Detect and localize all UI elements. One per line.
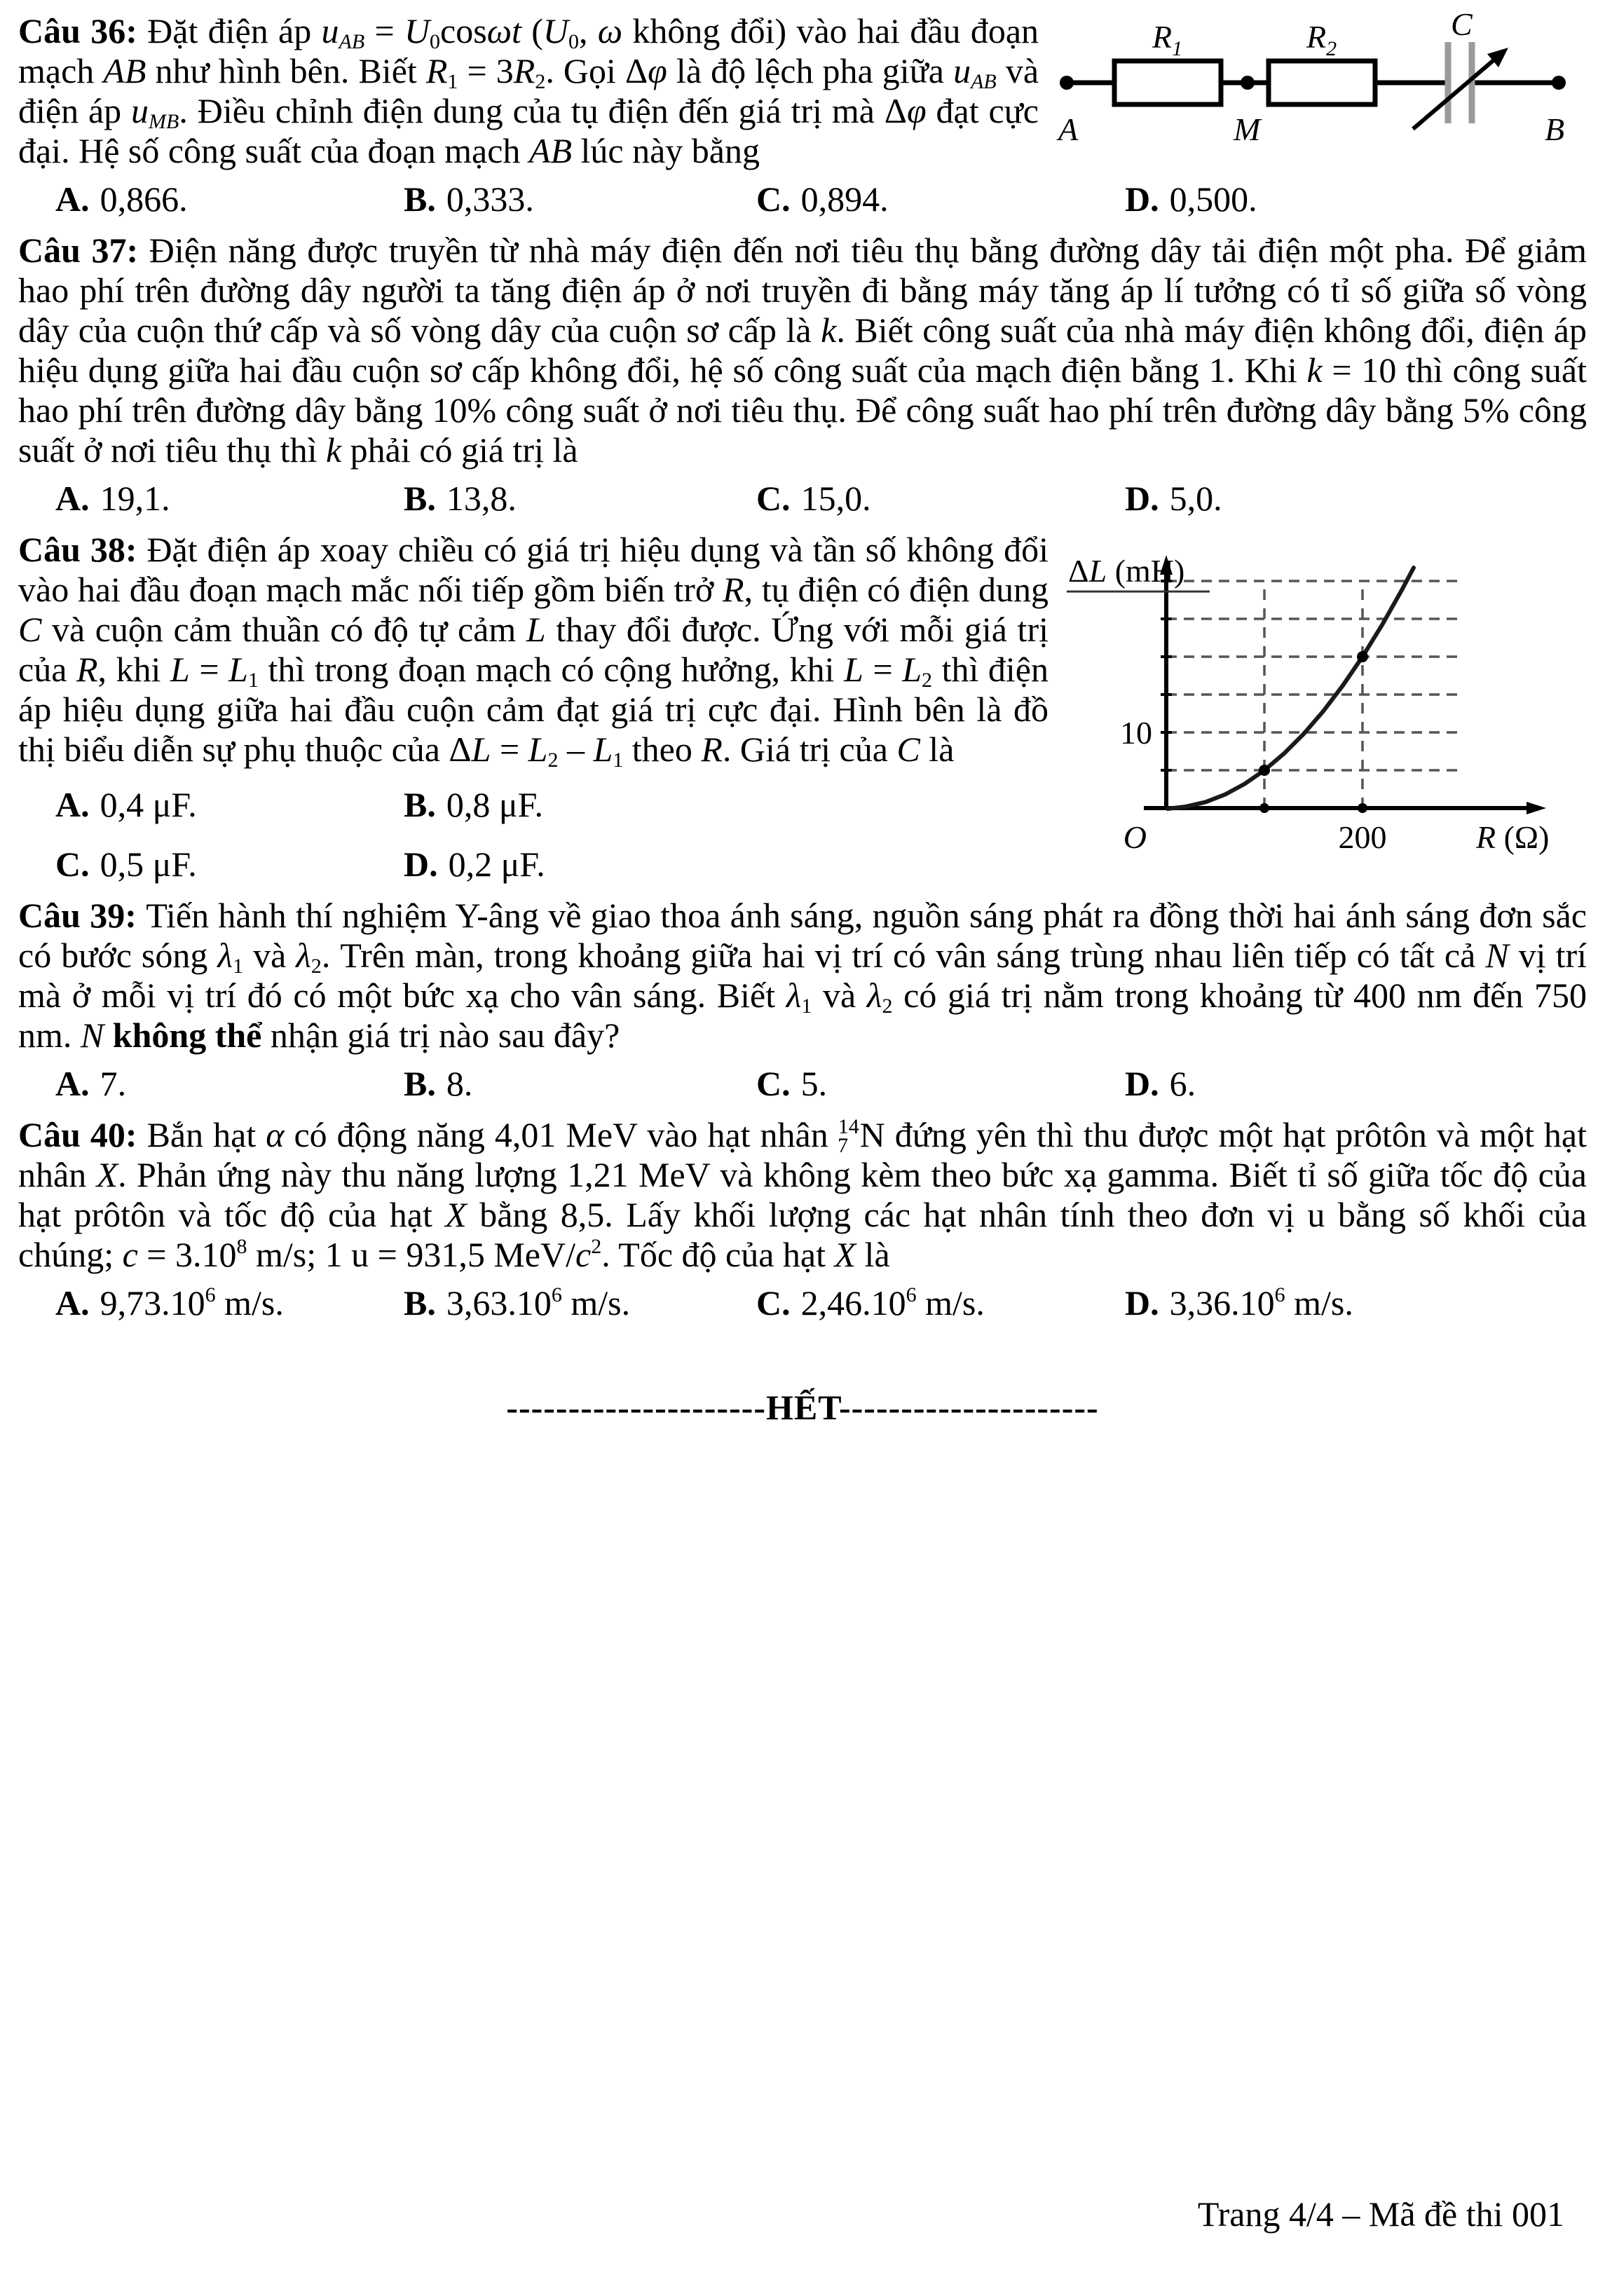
point-200-20 — [1357, 651, 1368, 662]
option-a: A. 0,4 μF. — [55, 785, 197, 824]
terminal-b-dot — [1552, 76, 1566, 90]
option-c: C. 5. — [756, 1064, 828, 1103]
option-c: C. 0,5 μF. — [55, 845, 197, 884]
x-axis-arrow — [1527, 802, 1546, 814]
option-b: B. 8. — [404, 1064, 473, 1103]
data-curve — [1168, 568, 1414, 809]
label-a: A — [1058, 111, 1079, 147]
x-tick-100-dot — [1259, 803, 1269, 813]
question-36-text: Câu 36: Đặt điện áp uAB = U0cosωt (U0, ω không đổi) vào hai đầu đoạn mạch AB như hình bên. Biết R1 = 3R2. Gọi Δφ là độ lệch pha giữa uAB và điện áp uMB. Điều chỉnh điện dung của tụ điện đến giá trị mà Δφ đạt cực đại. Hệ số công suất của đoạn mạch AB lúc này bằng — [18, 11, 1039, 170]
option-b: B. 13,8. — [404, 479, 517, 518]
question-37 — [18, 231, 1587, 519]
point-100-5 — [1259, 765, 1270, 776]
x-tick-200-dot — [1358, 803, 1367, 813]
question-37-options — [18, 479, 1587, 519]
option-d: D. 5,0. — [1125, 479, 1222, 518]
resistor-r1-box — [1114, 61, 1221, 104]
option-a: A. 0,866. — [55, 179, 188, 219]
option-d: D. 0,500. — [1125, 179, 1257, 219]
delta-l-graph-figure — [1061, 531, 1587, 864]
variable-arrow — [1413, 60, 1494, 129]
question-39-options — [18, 1064, 1587, 1104]
option-d: D. 0,2 μF. — [404, 845, 545, 884]
question-39 — [18, 896, 1587, 1104]
label-r2: $R_2$ — [1306, 19, 1337, 60]
option-a: A. 7. — [55, 1064, 127, 1103]
option-a: A. 9,73.10$^6$ m/s. — [55, 1283, 284, 1323]
option-d: D. 6. — [1125, 1064, 1196, 1103]
node-m-dot — [1241, 76, 1255, 90]
question-37-text: Câu 37: Điện năng được truyền từ nhà máy điện đến nơi tiêu thụ bằng đường dây tải điện một pha. Để giảm hao phí trên đường dây người ta tăng điện áp ở nơi truyền đi bằng máy tăng áp lí tưởng có tỉ số giữa số vòng dây của cuộn thứ cấp và số vòng dây của cuộn sơ cấp là k. Biết công suất của nhà máy điện không đổi, điện áp hiệu dụng giữa hai đầu cuộn sơ cấp không đổi, hệ số công suất của mạch điện bằng 1. Khi k = 10 thì công suất hao phí trên đường dây bằng 10% công suất ở nơi tiêu thụ. Để công suất hao phí trên đường dây bằng 5% công suất ở nơi tiêu thụ thì k phải có giá trị là — [18, 231, 1587, 470]
question-40 — [18, 1115, 1587, 1323]
question-36-options — [18, 179, 1587, 219]
label-r1: $R_1$ — [1152, 19, 1183, 60]
question-38-text: Câu 38: Đặt điện áp xoay chiều có giá trị hiệu dụng và tần số không đổi vào hai đầu đoạn mạch mắc nối tiếp gồm biến trở R, tụ điện có điện dung C và cuộn cảm thuần có độ tự cảm L thay đổi được. Ứng với mỗi giá trị của R, khi L = L1 thì trong đoạn mạch có cộng hưởng, khi L = L2 thì điện áp hiệu dụng giữa hai đầu cuộn cảm đạt giá trị cực đại. Hình bên là đồ thị biểu diễn sự phụ thuộc của ΔL = L2 – L1 theo R. Giá trị của C là — [18, 530, 1049, 772]
option-d: D. 3,36.10$^6$ m/s. — [1125, 1283, 1353, 1323]
option-c: C. 0,894. — [756, 179, 889, 219]
circuit-diagram-svg — [1054, 13, 1587, 149]
option-c: C. 2,46.10$^6$ m/s. — [756, 1283, 985, 1323]
option-c: C. 15,0. — [756, 479, 871, 518]
y-tick-label-10: 10 — [1120, 715, 1152, 751]
question-40-text: Câu 40: Bắn hạt α có động năng 4,01 MeV vào hạt nhân $^{14}$7 N đứng yên thì thu được một hạt prôtôn và một hạt nhân X. Phản ứng này thu năng lượng 1,21 MeV và không kèm theo bức xạ gamma. Biết tỉ số giữa tốc độ của hạt prôtôn và tốc độ của hạt X bằng 8,5. Lấy khối lượng các hạt nhân tính theo đơn vị u bằng số khối của chúng; $c = 3.10^8$ m/s; 1 u = 931,5 MeV/$c^2$. Tốc độ của hạt X là — [18, 1115, 1587, 1274]
gridlines-horizontal — [1166, 581, 1461, 770]
option-b: B. 0,8 μF. — [404, 785, 543, 824]
question-39-text: Câu 39: Tiến hành thí nghiệm Y-âng về giao thoa ánh sáng, nguồn sáng phát ra đồng thời hai ánh sáng đơn sắc có bước sóng λ1 và λ2. Trên màn, trong khoảng giữa hai vị trí có vân sáng trùng nhau liên tiếp có tất cả N vị trí mà ở mỗi vị trí đó có một bức xạ cho vân sáng. Biết λ1 và λ2 có giá trị nằm trong khoảng từ 400 nm đến 750 nm. N không thể nhận giá trị nào sau đây? — [18, 896, 1587, 1055]
end-of-exam-marker: ---------------------HẾT--------------------- — [506, 1388, 1099, 1427]
x-axis-label: R (Ω) — [1476, 819, 1550, 855]
terminal-a-dot — [1060, 76, 1074, 90]
question-40-options — [18, 1283, 1587, 1323]
origin-label: O — [1123, 819, 1147, 855]
option-b: B. 0,333. — [404, 179, 534, 219]
label-m: M — [1234, 111, 1261, 147]
delta-l-graph-svg — [1061, 531, 1587, 864]
question-38 — [18, 530, 1587, 884]
x-tick-label-200: 200 — [1338, 819, 1387, 855]
circuit-diagram-figure — [1054, 13, 1587, 149]
resistor-r2-box — [1269, 61, 1375, 104]
page-footer: Trang 4/4 – Mã đề thi 001 — [1197, 2194, 1564, 2234]
y-axis-label: ΔL (mH) — [1068, 553, 1185, 589]
label-c: C — [1451, 13, 1473, 42]
question-36 — [18, 11, 1587, 219]
option-a: A. 19,1. — [55, 479, 170, 518]
label-b: B — [1545, 111, 1565, 147]
option-b: B. 3,63.10$^6$ m/s. — [404, 1283, 631, 1323]
